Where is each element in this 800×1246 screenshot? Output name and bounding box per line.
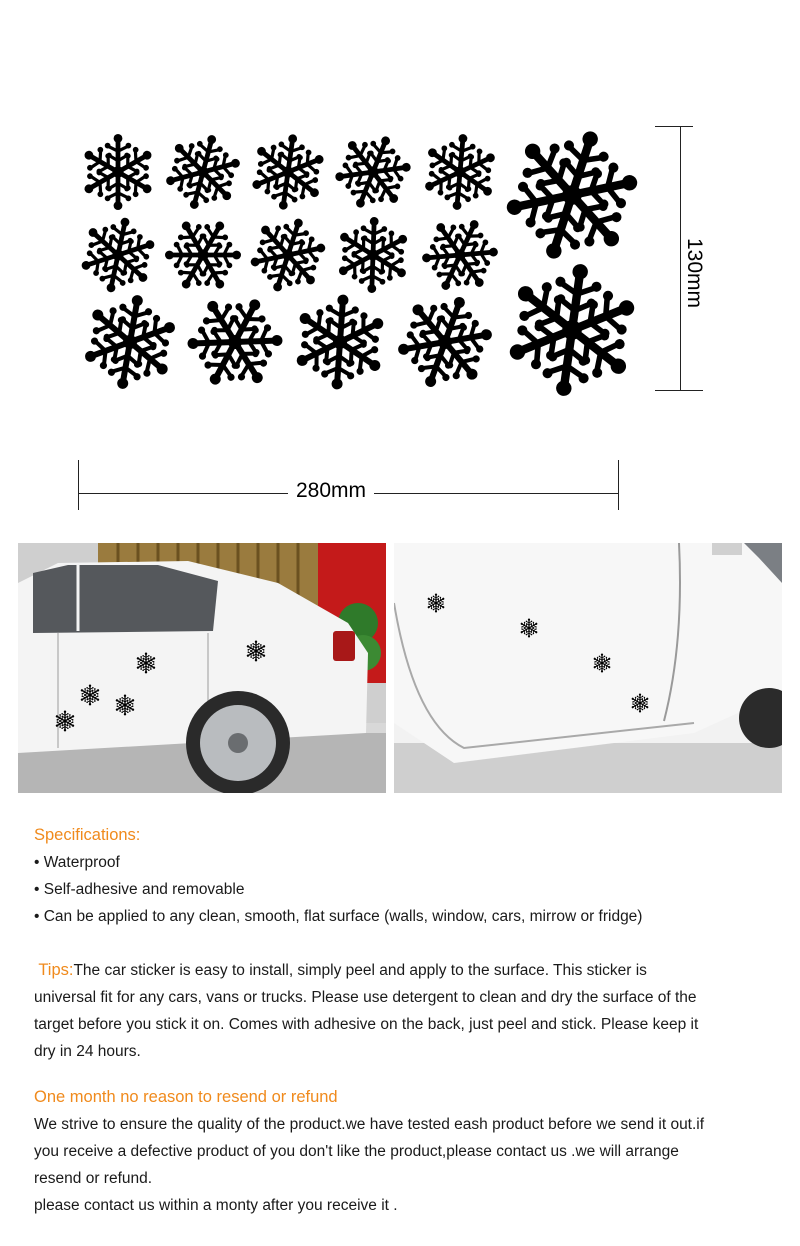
snowflake-icon <box>80 292 180 392</box>
specifications-heading: Specifications: <box>34 826 141 844</box>
tips-paragraph <box>34 957 704 1065</box>
spec-item: • Can be applied to any clean, smooth, flat surface (walls, window, cars, mirrow or fridge) <box>34 908 643 925</box>
spec-item: • Waterproof <box>34 854 120 871</box>
snowflake-icon <box>248 132 328 212</box>
snowflake-icon <box>290 292 390 392</box>
tips-section <box>34 957 704 1065</box>
snowflake-icon <box>333 132 413 212</box>
specifications-section <box>34 822 754 930</box>
snowflake-icon <box>502 125 642 265</box>
refund-section <box>34 1084 714 1219</box>
refund-heading: One month no reason to resend or refund <box>34 1088 338 1106</box>
snowflake-icon <box>333 215 413 295</box>
height-dimension-bottom-tick <box>655 390 703 391</box>
snowflake-icon <box>502 260 642 400</box>
snowflake-icon <box>185 292 285 392</box>
snowflake-icon <box>248 215 328 295</box>
car-photo-side <box>394 543 782 793</box>
snowflake-icon <box>163 215 243 295</box>
snowflake-icon <box>78 215 158 295</box>
car-side-illustration <box>394 543 782 793</box>
spec-item: • Self-adhesive and removable <box>34 881 245 898</box>
snowflake-icon <box>420 215 500 295</box>
refund-paragraph: We strive to ensure the quality of the product.we have tested eash product before we send it out.if you receive a defective product of you don't like the product,please contact us .we will arrange resend or refund. <box>34 1116 705 1187</box>
width-dimension-right-tick <box>618 460 619 510</box>
snowflake-icon <box>163 132 243 212</box>
snowflake-icon <box>78 132 158 212</box>
snowflake-icon <box>420 132 500 212</box>
car-rear-illustration <box>18 543 386 793</box>
tips-text: The car sticker is easy to install, simply peel and apply to the surface. This sticker is universal fit for any cars, vans or trucks. Please use detergent to clean and dry the surface of the target before you stick it on. Comes with adhesive on the back, just peel and stick. Please keep it dry in 24 hours. <box>34 962 699 1060</box>
height-dimension-top-tick <box>655 126 693 127</box>
tips-label: Tips: <box>38 961 74 979</box>
height-dimension-label: 130mm <box>682 234 706 312</box>
sticker-sheet <box>70 120 660 400</box>
car-photo-rear <box>18 543 386 793</box>
height-dimension-line <box>680 126 681 390</box>
width-dimension-label: 280mm <box>288 479 374 503</box>
width-dimension-left-tick <box>78 460 79 510</box>
snowflake-icon <box>395 292 495 392</box>
refund-contact: please contact us within a monty after you receive it . <box>34 1197 398 1214</box>
